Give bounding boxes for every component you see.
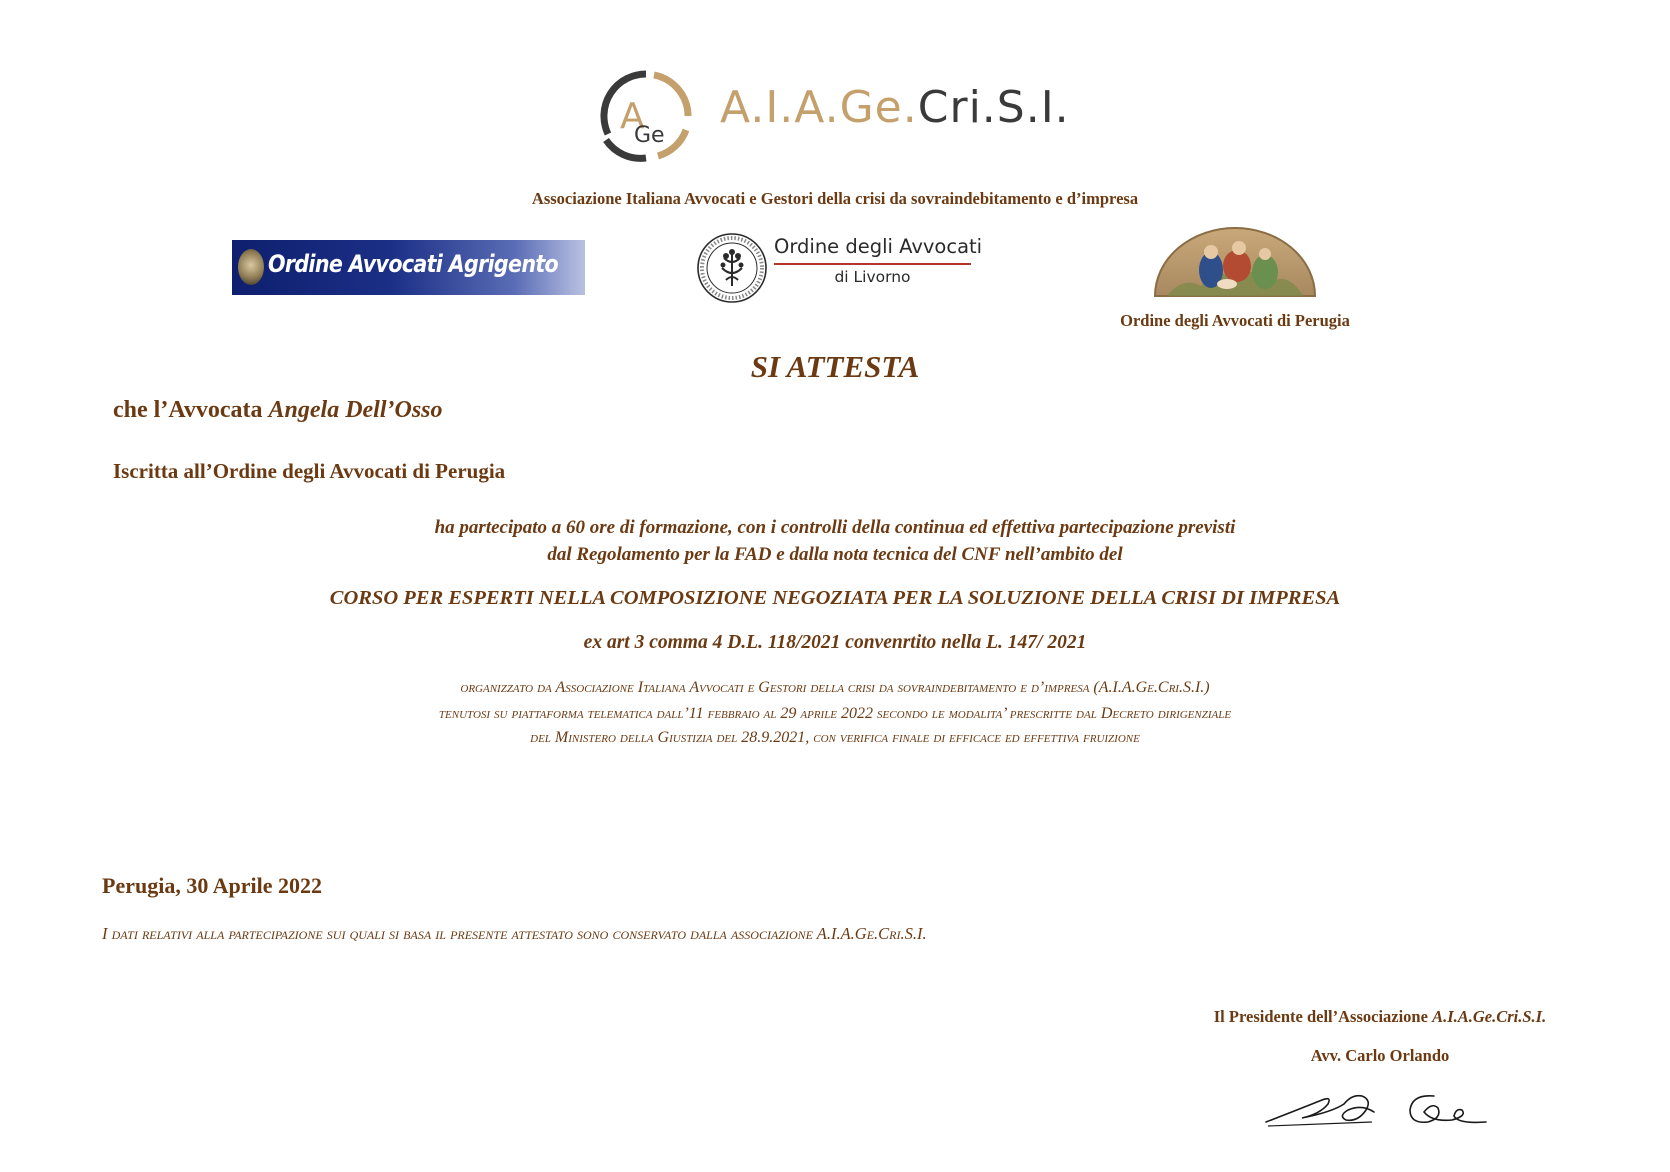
livorno-seal-icon: [696, 232, 768, 304]
livorno-logo-title: Ordine degli Avvocati: [774, 235, 983, 258]
participation-line-1: ha partecipato a 60 ore di formazione, con i controlli della continua ed effettiva partecipazione previsti: [434, 517, 1236, 538]
registration-line: Iscritta all’Ordine degli Avvocati di Perugia: [113, 459, 506, 483]
agrigento-logo: [232, 240, 585, 295]
data-notice: I dati relativi alla partecipazione sui quali si basa il presente attestato sono conservato dalla associazione A.I.A.Ge.Cri.S.I.: [102, 924, 927, 943]
livorno-divider: [774, 263, 971, 265]
logo-monogram-ge: Ge: [634, 123, 665, 148]
livorno-logo-subtitle: di Livorno: [834, 268, 911, 286]
place-date: Perugia, 30 Aprile 2022: [102, 873, 322, 898]
perugia-logo-label: Ordine degli Avvocati di Perugia: [1120, 311, 1350, 330]
signatory-role-text: Il Presidente dell’Associazione: [1213, 1007, 1433, 1026]
handwritten-signature: [1262, 1082, 1487, 1130]
attendee-line: [113, 397, 443, 424]
logo-wordmark: [720, 82, 1070, 133]
signatory-association: A.I.A.Ge.Cri.S.I.: [1432, 1007, 1547, 1026]
signatory-role: [1180, 1007, 1580, 1027]
participation-line-2: dal Regolamento per la FAD e dalla nota tecnica del CNF nell’ambito del: [547, 544, 1123, 565]
logo-ring-icon: [588, 58, 704, 174]
course-title: CORSO PER ESPERTI NELLA COMPOSIZIONE NEGOZIATA PER LA SOLUZIONE DELLA CRISI DI IMPRESA: [329, 587, 1341, 609]
logo-monogram-a: A: [620, 96, 645, 137]
perugia-fresco-image: [1153, 226, 1317, 298]
organized-line-1: organizzato da Associazione Italiana Avvocati e Gestori della crisi da sovraindebitamento e d’impresa (A.I.A.Ge.Cri.S.I.): [460, 679, 1210, 696]
signatory-name: Avv. Carlo Orlando: [1310, 1046, 1450, 1065]
attendee-name: Angela Dell’Osso: [268, 397, 443, 423]
association-full-name: Associazione Italiana Avvocati e Gestori della crisi da sovraindebitamento e d’impresa: [531, 189, 1139, 208]
logo-wordmark-part1: A.I.A.Ge.: [720, 82, 918, 133]
legal-reference: ex art 3 comma 4 D.L. 118/2021 convenrtito nella L. 147/ 2021: [583, 632, 1087, 653]
agrigento-seal-icon: [238, 249, 264, 285]
attendee-intro: che l’Avvocata: [113, 397, 269, 423]
agrigento-logo-text: Ordine Avvocati Agrigento: [268, 250, 558, 278]
certificate-title: SI ATTESTA: [750, 349, 920, 384]
association-logo: [588, 58, 1070, 174]
organized-line-3: del Ministero della Giustizia del 28.9.2021, con verifica finale di efficace ed effettiva fruizione: [530, 729, 1140, 746]
logo-wordmark-part2: Cri.S.I.: [917, 82, 1070, 133]
organized-line-2: tenutosi su piattaforma telematica dall’11 febbraio al 29 aprile 2022 secondo le modalita’ prescritte dal Decreto dirigenziale: [438, 705, 1232, 722]
